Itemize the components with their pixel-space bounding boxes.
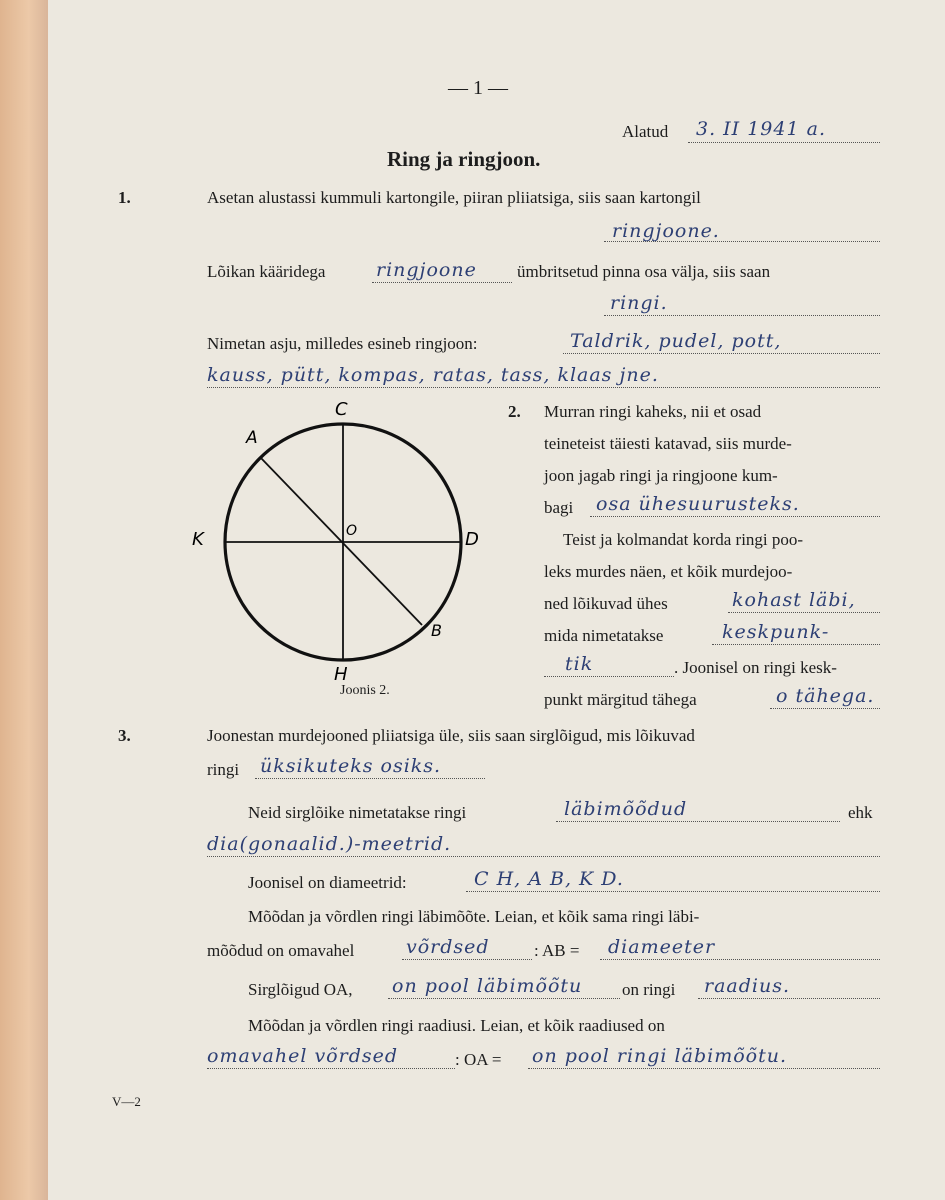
s2-l2: teineteist täiesti katavad, siis murde-: [544, 434, 792, 453]
page-title: Ring ja ringjoon.: [387, 147, 541, 171]
page-number: — 1 —: [448, 77, 508, 99]
s2-l3: joon jagab ringi ja ringjoone kum-: [544, 466, 778, 485]
s3-answer-2: läbimõõdud: [564, 798, 688, 820]
s1-ans3-line: [604, 315, 880, 316]
s2-ans4-line: [544, 676, 674, 677]
s3-ans6-line: [600, 959, 880, 960]
s1-answer-1: ringjoone.: [612, 220, 720, 242]
s2-l10: punkt märgitud tähega: [544, 690, 697, 709]
alatud-date: 3. II 1941 a.: [696, 118, 826, 140]
s2-answer-2: kohast läbi,: [732, 589, 856, 611]
book-spine: [0, 0, 48, 1200]
s1-line1: Asetan alustassi kummuli kartongile, piiran pliiatsiga, siis saan kartongil: [207, 188, 701, 207]
section-1-number: 1.: [118, 188, 131, 207]
s1-line2a: Lõikan kääridega: [207, 262, 326, 281]
s2-l5: Teist ja kolmandat korda ringi poo-: [563, 530, 804, 549]
s3-l9a: : OA =: [455, 1050, 502, 1069]
s1-answer-3: ringi.: [610, 292, 668, 314]
s1-ans2-line: [372, 282, 512, 283]
label-h: H: [334, 664, 348, 685]
s3-ans10-line: [528, 1068, 880, 1069]
s3-answer-6: diameeter: [608, 936, 716, 958]
s2-ans1-line: [590, 516, 880, 517]
figure-caption: Joonis 2.: [340, 683, 390, 698]
label-d: D: [465, 529, 479, 550]
s3-ans1-line: [255, 778, 485, 779]
s3-l6b: : AB =: [534, 941, 580, 960]
s3-ans8-line: [698, 998, 880, 999]
s3-ans7-line: [388, 998, 620, 999]
s3-l4: Joonisel on diameetrid:: [248, 873, 407, 892]
s3-ans5-line: [402, 959, 532, 960]
label-b: B: [431, 621, 442, 640]
label-c: C: [335, 399, 348, 420]
s1-ans4-line: [563, 353, 880, 354]
s3-answer-5: võrdsed: [406, 936, 490, 958]
circle-diagram: [180, 395, 510, 695]
s3-answer-9: omavahel võrdsed: [207, 1045, 399, 1067]
s3-l1: Joonestan murdejooned pliiatsiga üle, siis saan sirglõigud, mis lõikuvad: [207, 726, 695, 745]
s3-answer-8: raadius.: [704, 975, 791, 997]
s2-l7: ned lõikuvad ühes: [544, 594, 668, 613]
footer-code: V—2: [112, 1094, 141, 1109]
s3-answer-7: on pool läbimõõtu: [392, 975, 583, 997]
s3-l7b: on ringi: [622, 980, 676, 999]
s2-l9: . Joonisel on ringi kesk-: [674, 658, 837, 677]
s1-line2b: ümbritsetud pinna osa välja, siis saan: [517, 262, 771, 281]
s2-l8: mida nimetatakse: [544, 626, 664, 645]
s3-ans9-line: [207, 1068, 455, 1069]
s3-l3: Neid sirglõike nimetatakse ringi: [248, 803, 467, 822]
s2-answer-1: osa ühesuurusteks.: [596, 493, 800, 515]
s3-ans3-line: [207, 856, 880, 857]
label-k: K: [192, 529, 204, 550]
s3-l8: Mõõdan ja võrdlen ringi raadiusi. Leian, et kõik raadiused on: [248, 1016, 665, 1035]
label-o: O: [346, 523, 358, 539]
s3-answer-4: C H, A B, K D.: [474, 868, 624, 890]
s3-l6a: mõõdud on omavahel: [207, 941, 355, 960]
s2-ans2-line: [728, 612, 880, 613]
s3-l5: Mõõdan ja võrdlen ringi läbimõõte. Leian, et kõik sama ringi läbi-: [248, 907, 700, 926]
section-3-number: 3.: [118, 726, 131, 745]
s2-ans3-line: [712, 644, 880, 645]
s2-answer-5: o tähega.: [776, 685, 875, 707]
s3-ans2-line: [556, 821, 840, 822]
s1-answer-2: ringjoone: [376, 259, 477, 281]
s3-answer-10: on pool ringi läbimõõtu.: [532, 1045, 787, 1067]
s2-answer-4: tik: [565, 653, 594, 675]
s1-answer-5: kauss, pütt, kompas, ratas, tass, klaas jne.: [207, 364, 659, 386]
s2-ans5-line: [770, 708, 880, 709]
alatud-label: Alatud: [622, 122, 669, 141]
s3-l7a: Sirglõigud OA,: [248, 980, 353, 999]
s3-answer-1: üksikuteks osiks.: [260, 755, 442, 777]
alatud-line: [688, 142, 880, 143]
s2-l1: Murran ringi kaheks, nii et osad: [544, 402, 762, 421]
s1-line3: Nimetan asju, milledes esineb ringjoon:: [207, 334, 478, 353]
label-a: A: [246, 428, 258, 448]
s2-answer-3: keskpunk-: [722, 621, 830, 643]
s3-ans4-line: [466, 891, 880, 892]
diameter-ab: [260, 457, 422, 625]
section-2-number: 2.: [508, 402, 521, 421]
s1-ans5-line: [207, 387, 880, 388]
s2-l4: bagi: [544, 498, 574, 517]
s1-answer-4: Taldrik, pudel, pott,: [570, 330, 782, 352]
s3-l3b: ehk: [848, 803, 873, 822]
s2-l6: leks murdes näen, et kõik murdejoo-: [544, 562, 793, 581]
s3-answer-3: dia(gonaalid.)-meetrid.: [207, 833, 452, 855]
s3-l2: ringi: [207, 760, 240, 779]
